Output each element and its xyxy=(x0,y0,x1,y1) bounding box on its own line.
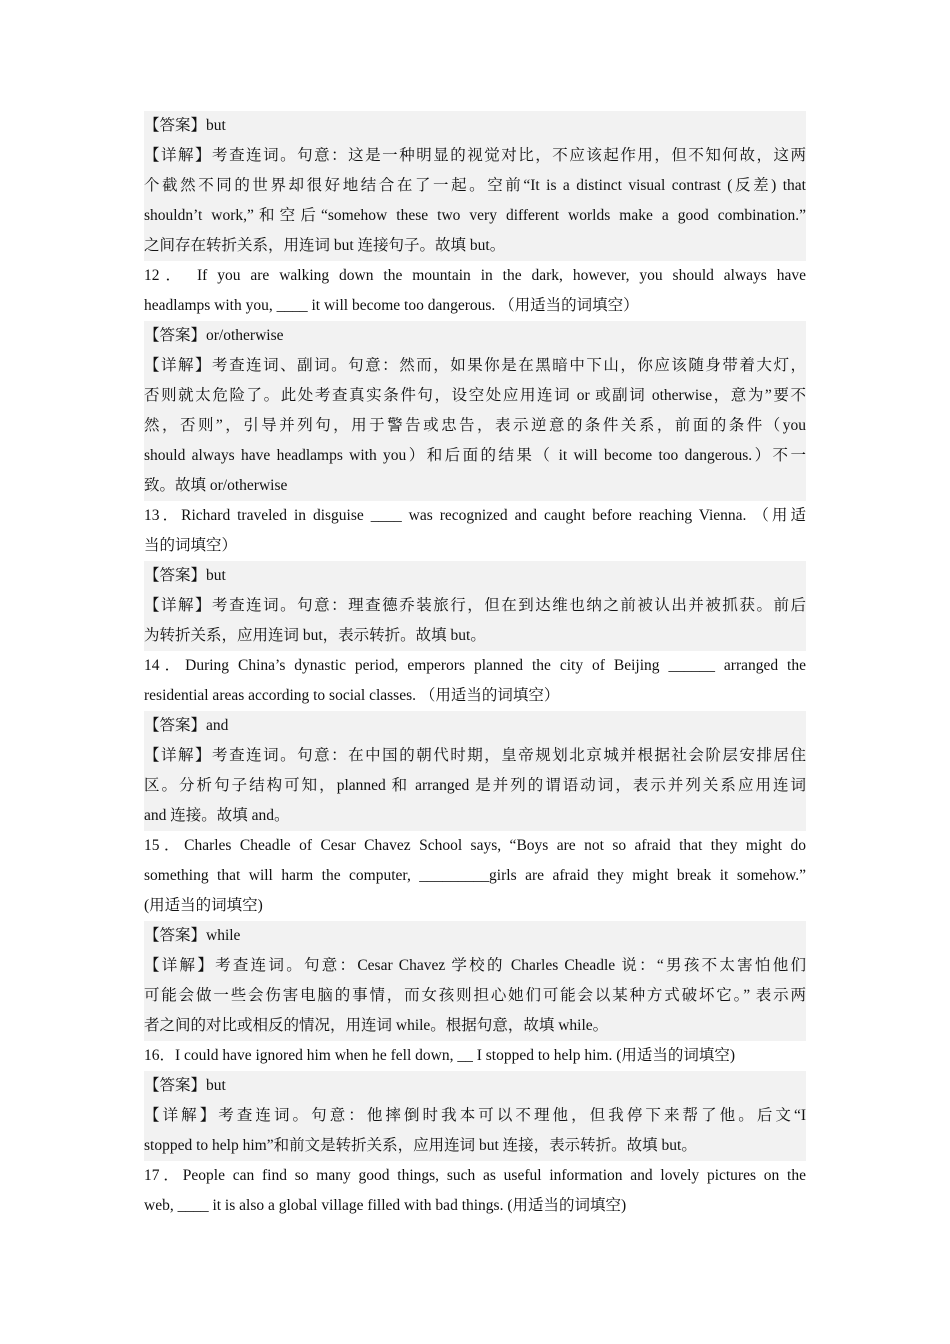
answer-line: 【答案】while xyxy=(144,927,241,944)
answer-block xyxy=(144,1101,806,1161)
answer-line: 者之间的对比或相反的情况，用连词 while。根据句意，故填 while。 xyxy=(144,1017,609,1034)
answer-line: 【详解】考查连词、副词。句意：然而，如果你是在黑暗中下山，你应该随身带着大灯， xyxy=(144,357,806,374)
answer-line: 【详解】考查连词。句意：他摔倒时我本可以不理他，但我停下来帮了他。后文“I xyxy=(144,1107,806,1124)
answer-line: 【答案】or/otherwise xyxy=(144,327,284,344)
question-line: 13．Richard traveled in disguise ____ was recognized and caught before reaching Vienna. （用适 xyxy=(144,507,806,524)
answer-block xyxy=(144,1071,806,1101)
answer-block xyxy=(144,951,806,1041)
answer-block xyxy=(144,591,806,651)
answer-line: 【答案】but xyxy=(144,567,226,584)
question-line: 14．During China’s dynastic period, emperors planned the city of Beijing ______ arranged the xyxy=(144,657,806,674)
question-block xyxy=(144,261,806,321)
answer-block xyxy=(144,561,806,591)
answer-line: 【答案】but xyxy=(144,117,226,134)
answer-line: and 连接。故填 and。 xyxy=(144,807,290,824)
answer-block xyxy=(144,141,806,261)
answer-line: 可能会做一些会伤害电脑的事情，而女孩则担心她们可能会以某种方式破坏它。” 表示两 xyxy=(144,987,806,1004)
answer-line: 【答案】but xyxy=(144,1077,226,1094)
answer-line: 个截然不同的世界却很好地结合在了一起。空前“It is a distinct visual contrast (反差) that xyxy=(144,177,806,194)
question-block xyxy=(144,501,806,561)
question-block xyxy=(144,1161,806,1221)
answer-line: should always have headlamps with you）和后面的结果（ it will become too dangerous.）不一 xyxy=(144,447,806,464)
answer-block xyxy=(144,111,806,141)
answer-line: 之间存在转折关系，用连词 but 连接句子。故填 but。 xyxy=(144,237,506,254)
answer-line: 【详解】考查连词。句意：这是一种明显的视觉对比，不应该起作用，但不知何故，这两 xyxy=(144,147,806,164)
answer-line: 然，否则”，引导并列句，用于警告或忠告，表示逆意的条件关系，前面的条件（you xyxy=(144,417,806,434)
answer-line: 为转折关系，应用连词 but，表示转折。故填 but。 xyxy=(144,627,486,644)
question-block xyxy=(144,831,806,921)
answer-line: stopped to help him”和前文是转折关系，应用连词 but 连接，表示转折。故填 but。 xyxy=(144,1137,697,1154)
question-block xyxy=(144,1041,806,1071)
answer-line: 【详解】考查连词。句意：Cesar Chavez 学校的 Charles Cheadle 说：“男孩不太害怕他们 xyxy=(144,957,806,974)
answer-line: 致。故填 or/otherwise xyxy=(144,477,288,494)
question-line: headlamps with you, ____ it will become too dangerous. （用适当的词填空） xyxy=(144,297,639,314)
question-line: 16．I could have ignored him when he fell down, __ I stopped to help him. (用适当的词填空) xyxy=(144,1047,736,1064)
answer-block xyxy=(144,351,806,501)
answer-line: 【详解】考查连词。句意：理查德乔装旅行，但在到达维也纳之前被认出并被抓获。前后 xyxy=(144,597,806,614)
document-page xyxy=(144,111,806,1221)
question-line: residential areas according to social classes. （用适当的词填空） xyxy=(144,687,560,704)
answer-line: 【详解】考查连词。句意：在中国的朝代时期，皇帝规划北京城并根据社会阶层安排居住 xyxy=(144,747,806,764)
question-block xyxy=(144,651,806,711)
question-line: something that will harm the computer, _________girls are afraid they might break it somehow.” xyxy=(144,867,806,884)
question-line: 15．Charles Cheadle of Cesar Chavez School says, “Boys are not so afraid that they might do xyxy=(144,837,806,854)
question-line: 17．People can find so many good things, such as useful information and lovely pictures on the xyxy=(144,1167,806,1184)
answer-line: 区。分析句子结构可知，planned 和 arranged 是并列的谓语动词，表示并列关系应用连词 xyxy=(144,777,806,794)
answer-line: 否则就太危险了。此处考查真实条件句，设空处应用连词 or 或副词 otherwise，意为”要不 xyxy=(144,387,806,404)
question-line: 当的词填空） xyxy=(144,537,238,554)
answer-block xyxy=(144,321,806,351)
question-line: web, ____ it is also a global village filled with bad things. (用适当的词填空) xyxy=(144,1197,627,1214)
question-line: 12． If you are walking down the mountain in the dark, however, you should always have xyxy=(144,267,806,284)
answer-line: shouldn’t work,”和空后“somehow these two very different worlds make a good combination.” xyxy=(144,207,806,224)
answer-block xyxy=(144,711,806,741)
answer-block xyxy=(144,741,806,831)
answer-line: 【答案】and xyxy=(144,717,229,734)
answer-block xyxy=(144,921,806,951)
question-line: (用适当的词填空) xyxy=(144,897,263,914)
